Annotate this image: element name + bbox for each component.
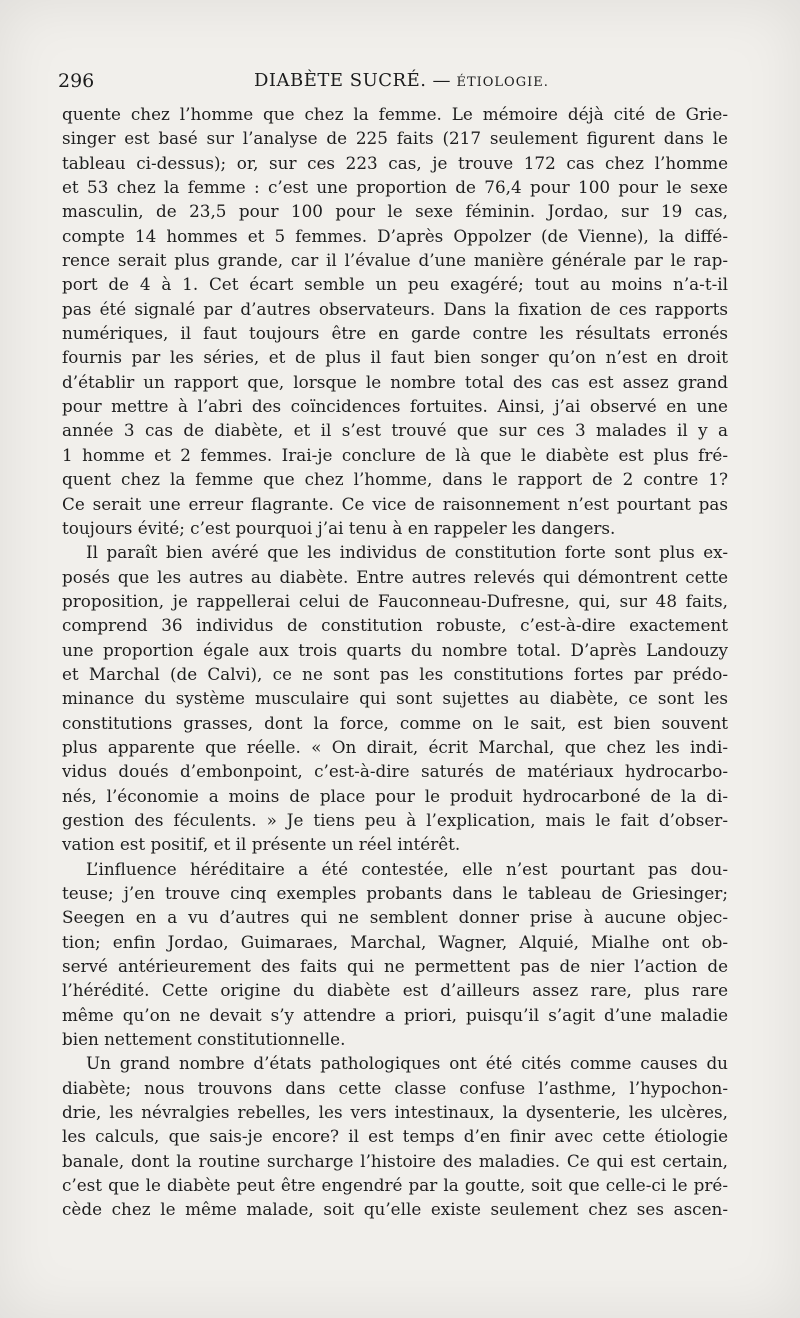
text-line: les calculs, que sais-je encore? il est temps d’en finir avec cette étiologie [62,1126,728,1147]
page-number: 296 [58,70,95,92]
text-line: année 3 cas de diabète, et il s’est trouvé que sur ces 3 malades il y a [62,420,728,441]
text-line: pas été signalé par d’autres observateurs. Dans la fixation de ces rapports [62,298,728,319]
text-line: proposition, je rappellerai celui de Fauconneau-Dufresne, qui, sur 48 faits, [62,590,728,611]
text-line: masculin, de 23,5 pour 100 pour le sexe féminin. Jordao, sur 19 cas, [62,201,728,222]
text-line: l’hérédité. Cette origine du diabète est d’ailleurs assez rare, plus rare [62,980,728,1001]
text-line: drie, les névralgies rebelles, les vers intestinaux, la dysenterie, les ulcères, [62,1102,728,1123]
text-line: d’établir un rapport que, lorsque le nombre total des cas est assez grand [62,371,728,392]
text-line: singer est basé sur l’analyse de 225 faits (217 seulement figurent dans le [62,128,728,149]
paragraph-first-line: L’influence héréditaire a été contestée, elle n’est pourtant pas dou- [86,858,728,879]
text-line: quente chez l’homme que chez la femme. Le mémoire déjà cité de Grie- [62,104,728,124]
chapter-title: DIABÈTE SUCRÉ. [254,70,427,91]
text-line: cède chez le même malade, soit qu’elle existe seulement chez ses ascen- [62,1199,728,1220]
text-line: quent chez la femme que chez l’homme, dans le rapport de 2 contre 1? [62,469,728,490]
text-line: même qu’on ne devait s’y attendre a priori, puisqu’il s’agit d’une maladie [62,1004,728,1025]
text-line: gestion des féculents. » Je tiens peu à l’explication, mais le fait d’obser- [62,809,728,830]
text-line: Ce serait une erreur flagrante. Ce vice de raisonnement n’est pourtant pas [62,493,728,514]
text-line: banale, dont la routine surcharge l’histoire des maladies. Ce qui est certain, [62,1150,728,1171]
text-line: pour mettre à l’abri des coïncidences fortuites. Ainsi, j’ai observé en une [62,396,728,417]
text-line: tableau ci-dessus); or, sur ces 223 cas, je trouve 172 cas chez l’homme [62,152,728,173]
text-line: c’est que le diabète peut être engendré par la goutte, soit que celle-ci le pré- [62,1175,728,1196]
text-line: minance du système musculaire qui sont sujettes au diabète, ce sont les [62,688,728,709]
text-line: plus apparente que réelle. « On dirait, écrit Marchal, que chez les indi- [62,736,728,757]
text-line: et Marchal (de Calvi), ce ne sont pas les constitutions fortes par prédo- [62,663,728,684]
text-line: nés, l’économie a moins de place pour le produit hydrocarboné de la di- [62,785,728,806]
paragraph-first-line: Il paraît bien avéré que les individus de constitution forte sont plus ex- [86,542,728,563]
title-separator: — [432,70,451,91]
section-title: ÉTIOLOGIE. [456,75,549,90]
body-text [62,102,728,1222]
text-line: servé antérieurement des faits qui ne permettent pas de nier l’action de [62,956,728,977]
text-line: posés que les autres au diabète. Entre autres relevés qui démontrent cette [62,566,728,587]
text-line: port de 4 à 1. Cet écart semble un peu exagéré; tout au moins n’a-t-il [62,274,728,295]
text-line: tion; enfin Jordao, Guimaraes, Marchal, Wagner, Alquié, Mialhe ont ob- [62,931,728,952]
running-title [254,70,549,91]
text-line: vation est positif, et il présente un réel intérêt. [62,834,461,855]
paragraph-first-line: Un grand nombre d’états pathologiques ont été cités comme causes du [86,1053,728,1074]
text-line: constitutions grasses, dont la force, comme on le sait, est bien souvent [62,712,728,733]
text-line: compte 14 hommes et 5 femmes. D’après Oppolzer (de Vienne), la diffé- [62,225,728,246]
text-line: diabète; nous trouvons dans cette classe confuse l’asthme, l’hypochon- [62,1077,728,1098]
text-line: comprend 36 individus de constitution robuste, c’est-à-dire exactement [62,615,728,636]
text-line: une proportion égale aux trois quarts du nombre total. D’après Landouzy [62,639,728,660]
running-header [58,66,728,100]
text-line: fournis par les séries, et de plus il faut bien songer qu’on n’est en droit [62,347,728,368]
text-line: 1 homme et 2 femmes. Irai-je conclure de là que le diabète est plus fré- [62,444,728,465]
text-line: et 53 chez la femme : c’est une proportion de 76,4 pour 100 pour le sexe [62,177,728,198]
text-line: bien nettement constitutionnelle. [62,1029,346,1050]
text-line: Seegen en a vu d’autres qui ne semblent donner prise à aucune objec- [62,907,728,928]
text-line: numériques, il faut toujours être en garde contre les résultats erronés [62,323,728,344]
text-line: vidus doués d’embonpoint, c’est-à-dire saturés de matériaux hydrocarbo- [62,761,728,782]
text-line: rence serait plus grande, car il l’évalue d’une manière générale par le rap- [62,250,728,271]
text-line: toujours évité; c’est pourquoi j’ai tenu à en rappeler les dangers. [62,517,616,538]
text-line: teuse; j’en trouve cinq exemples probants dans le tableau de Griesinger; [62,883,728,903]
